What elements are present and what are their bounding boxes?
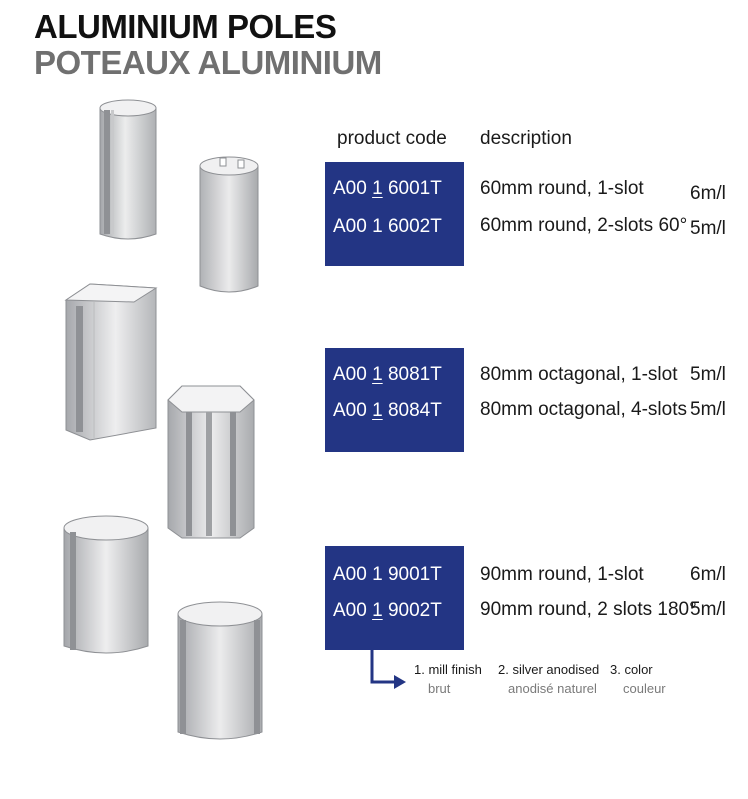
finish-option-color-fr: couleur: [623, 681, 666, 696]
product-description: 80mm octagonal, 4-slots: [480, 399, 687, 420]
product-description: 90mm round, 1-slot: [480, 564, 644, 585]
product-length: 5m/l: [690, 218, 726, 239]
product-length: 5m/l: [690, 599, 726, 620]
code-box-60mm: [325, 162, 464, 266]
pole-80-octagonal-4slot-image: [160, 378, 260, 540]
product-code: A00 1 8081T: [333, 364, 442, 385]
title-french: POTEAUX ALUMINIUM: [34, 44, 382, 81]
pole-90-round-1slot-image: [58, 510, 154, 660]
product-description: 60mm round, 2-slots 60°: [480, 215, 688, 236]
code-box-80mm: [325, 348, 464, 452]
product-code: A00 1 9002T: [333, 600, 442, 621]
finish-arrow-icon: [364, 648, 410, 692]
finish-option-mill: 1. mill finish: [414, 662, 482, 677]
pole-60-round-1slot-image: [92, 96, 164, 246]
product-description: 60mm round, 1-slot: [480, 178, 644, 199]
product-length: 6m/l: [690, 564, 726, 585]
finish-option-color: 3. color: [610, 662, 653, 677]
header-product-code: product code: [337, 128, 447, 149]
finish-option-mill-fr: brut: [428, 681, 451, 696]
product-description: 90mm round, 2 slots 180°: [480, 599, 697, 620]
product-length: 5m/l: [690, 364, 726, 385]
finish-option-silver: 2. silver anodised: [498, 662, 600, 677]
header-description: description: [480, 128, 572, 149]
pole-60-round-2slot-image: [196, 152, 262, 300]
finish-option-silver-fr: anodisé naturel: [508, 681, 597, 696]
product-code: A00 1 6002T: [333, 216, 442, 237]
code-box-90mm: [325, 546, 464, 650]
product-length: 6m/l: [690, 183, 726, 204]
pole-80-octagonal-1slot-image: [60, 280, 162, 442]
pole-90-round-2slot-image: [174, 596, 266, 746]
product-description: 80mm octagonal, 1-slot: [480, 364, 678, 385]
product-code: A00 1 8084T: [333, 400, 442, 421]
title-english: ALUMINIUM POLES: [34, 8, 337, 45]
product-code: A00 1 9001T: [333, 564, 442, 585]
product-length: 5m/l: [690, 399, 726, 420]
product-code: A00 1 6001T: [333, 178, 442, 199]
